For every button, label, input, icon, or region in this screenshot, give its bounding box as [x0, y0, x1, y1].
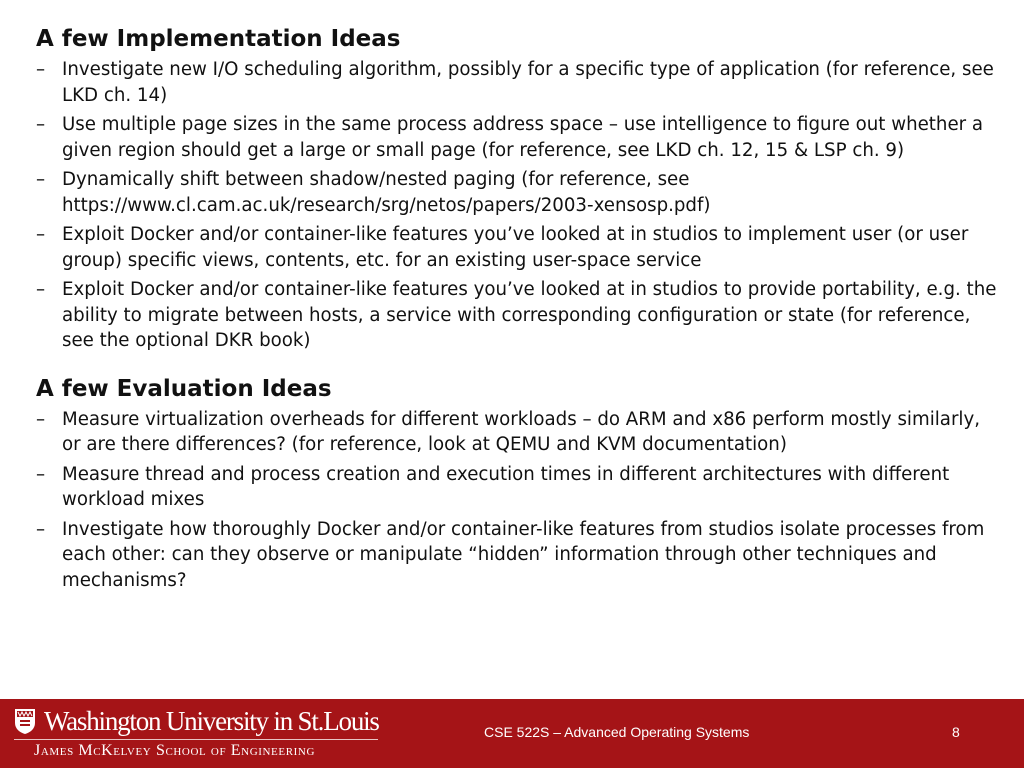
slide-content [36, 24, 1004, 597]
list-item-text: Measure virtualization overheads for different workloads – do ARM and x86 perform mostly similarly, or are there differences? (for reference, look at QEMU and KVM documentation) [62, 408, 981, 455]
list-item-text: Investigate new I/O scheduling algorithm, possibly for a specific type of application (for reference, see LKD ch. 14) [62, 59, 994, 106]
list-item [36, 462, 1004, 513]
university-logo [14, 705, 394, 765]
dash-bullet: – [36, 463, 46, 485]
dash-bullet: – [36, 408, 46, 430]
slide-footer [0, 699, 1024, 768]
list-item [36, 222, 1004, 273]
dash-bullet: – [36, 518, 46, 540]
bullet-list [36, 407, 1004, 594]
list-item [36, 112, 1004, 163]
list-item-text: Measure thread and process creation and execution times in different architectures with different workload mixes [62, 463, 950, 510]
dash-bullet: – [36, 114, 46, 135]
list-item-text: Exploit Docker and/or container-like features you’ve looked at in studios to implement user (or user group) specific views, contents, etc. for an existing user-space service [62, 224, 969, 271]
university-name: Washington University in St.Louis [44, 706, 379, 736]
evaluation-ideas-section [36, 374, 1004, 594]
list-item [36, 407, 1004, 458]
list-item [36, 57, 1004, 108]
list-item-text: Use multiple page sizes in the same process address space – use intelligence to figure out whether a given region should get a large or small page (for reference, see LKD ch. 12, 15 & LSP ch. 9) [62, 114, 984, 161]
list-item [36, 277, 1004, 354]
list-item-text: Exploit Docker and/or container-like features you’ve looked at in studios to provide portability, e.g. the ability to migrate between hosts, a service with corresponding configuration or state (for reference, see the optional DKR book) [62, 279, 997, 351]
list-item-text: Dynamically shift between shadow/nested paging (for reference, see https://www.cl.cam.ac.uk/research/srg/netos/papers/2003-xensosp.pdf) [62, 169, 711, 216]
list-item-text: Investigate how thoroughly Docker and/or container-like features from studios isolate processes from each other: can they observe or manipulate “hidden” information through other techniques and mechanisms? [62, 518, 985, 591]
dash-bullet: – [36, 224, 46, 245]
dash-bullet: – [36, 279, 46, 300]
implementation-ideas-section [36, 24, 1004, 354]
course-name: CSE 522S – Advanced Operating Systems [484, 724, 750, 740]
dash-bullet: – [36, 59, 46, 80]
dash-bullet: – [36, 169, 46, 190]
section-title: A few Evaluation Ideas [36, 375, 332, 402]
bullet-list [36, 57, 1004, 354]
logo-divider [14, 739, 378, 740]
section-title: A few Implementation Ideas [36, 26, 401, 52]
university-shield-icon [14, 708, 36, 735]
list-item [36, 167, 1004, 218]
list-item [36, 517, 1004, 594]
school-name: James McKelvey School of Engineering [34, 742, 315, 759]
page-number: 8 [952, 724, 960, 740]
